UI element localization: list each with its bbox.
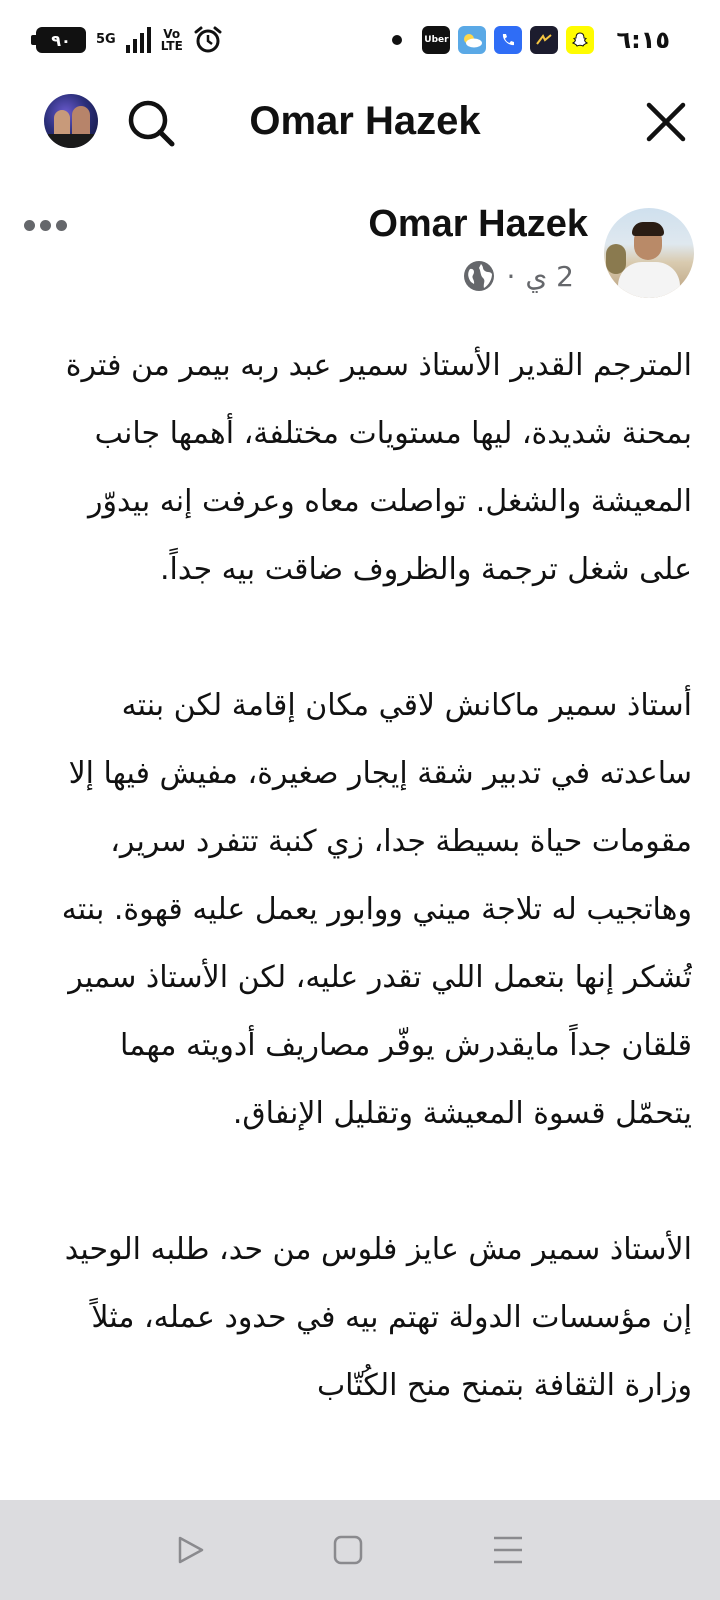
meta-separator: · (506, 259, 516, 293)
post-meta (462, 258, 574, 294)
system-nav-bar (0, 1500, 720, 1600)
post-time[interactable]: 2 ي (525, 259, 574, 293)
post-paragraph: المترجم القدير الأستاذ سمير عبد ربه بيمر من فترة بمحنة شديدة، ليها مستويات مختلفة، أهمها جانب المعيشة والشغل. تواصلت معاه وعرفت إنه بيدوّر على شغل ترجمة والظروف ضاقت بيه جداً. (65, 348, 692, 587)
page-title: Omar Hazek (249, 99, 481, 143)
network-type: 5G (96, 32, 116, 47)
app-header (0, 80, 720, 164)
clock: ٦:١٥ (616, 26, 670, 54)
battery-level: ٩٠ (51, 30, 71, 50)
author-avatar[interactable] (604, 208, 694, 298)
volte-indicator: Vo LTE (160, 27, 183, 53)
status-bar (0, 0, 720, 80)
profile-avatar[interactable] (44, 94, 98, 148)
menu-icon[interactable] (490, 1532, 526, 1568)
post-author-name[interactable]: Omar Hazek (368, 203, 588, 245)
status-left (36, 24, 223, 56)
battery-indicator (36, 27, 86, 53)
status-right (392, 24, 670, 56)
app-icon (530, 26, 558, 54)
uber-icon: Uber (422, 26, 450, 54)
alarm-icon (193, 25, 223, 55)
phone-icon (494, 26, 522, 54)
search-icon[interactable] (126, 98, 176, 148)
signal-icon (126, 27, 151, 53)
post-text (40, 332, 692, 1500)
close-icon[interactable] (644, 100, 688, 144)
home-icon[interactable] (330, 1532, 366, 1568)
post-paragraph: أستاذ سمير ماكانش لاقي مكان إقامة لكن بنته ساعدته في تدبير شقة إيجار صغيرة، مفيش فيها إلا مقومات حياة بسيطة جدا، زي كنبة تتفرد سرير، وهاتجيب له تلاجة ميني ووابور يعمل عليه قهوة. بنته تُشكر إنها بتعمل اللي تقدر عليه، لكن الأستاذ سمير قلقان جداً مايقدرش يوفّر مصاريف أدويته مهما يتحمّل قسوة المعيشة وتقليل الإنفاق. (61, 688, 692, 1131)
post-paragraph: الأستاذ سمير مش عايز فلوس من حد، طلبه الوحيد إن مؤسسات الدولة تهتم بيه في حدود عمله، مثلاً وزارة الثقافة بتمنح منح الكُتّاب (64, 1232, 692, 1403)
more-options-icon[interactable] (24, 220, 68, 232)
globe-icon (462, 259, 496, 293)
notification-dot (392, 35, 402, 45)
weather-icon (458, 26, 486, 54)
snapchat-icon (566, 26, 594, 54)
post-header (0, 196, 720, 306)
back-icon[interactable] (172, 1532, 208, 1568)
